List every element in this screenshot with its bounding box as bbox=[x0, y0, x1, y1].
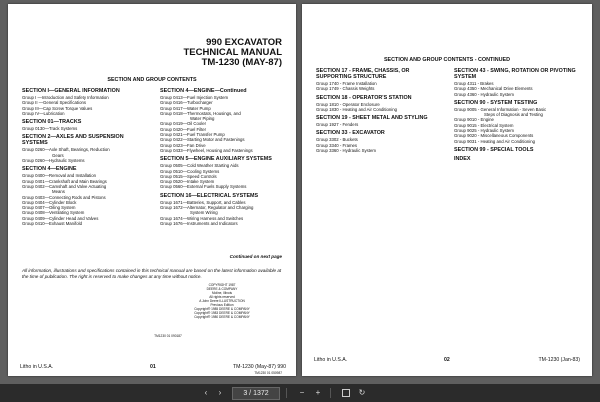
section-heading: SECTION 99 - SPECIAL TOOLS bbox=[454, 146, 534, 153]
right-col-1 bbox=[316, 68, 444, 156]
copyright-line: Copyright® 1983 DEERE & COMPANY bbox=[194, 311, 250, 315]
manual-title: 990 EXCAVATOR TECHNICAL MANUAL TM-1230 (MAY-87) bbox=[183, 37, 282, 68]
group-entry: Group I —Introduction and Safety Information bbox=[22, 95, 109, 100]
group-entry: Group III—Cap Screw Torque Values bbox=[22, 105, 93, 111]
group-entry: Group 1740 - Frame Installation bbox=[316, 81, 377, 86]
section-block bbox=[316, 68, 444, 92]
right-page bbox=[302, 4, 592, 376]
group-entry: Group 0409—Cylinder Head and Valves bbox=[22, 215, 99, 221]
section-heading: SECTION I—GENERAL INFORMATION bbox=[22, 88, 120, 94]
section-block bbox=[160, 193, 290, 226]
group-entry: Group 1810 - Operator Enclosure bbox=[316, 101, 380, 107]
group-entry: Group 1672—Alternator, Regulator and Charging bbox=[160, 205, 254, 211]
copyright-line: Moline, Illinois bbox=[211, 291, 233, 295]
group-entry: Group 9025 - Hydraulic System bbox=[454, 128, 514, 134]
small-code: TM1230 01 090187 bbox=[154, 334, 182, 338]
pdf-toolbar bbox=[0, 384, 600, 402]
chevron-right-icon[interactable]: › bbox=[218, 388, 222, 397]
section-heading: SECTION 19 - SHEET METAL AND STYLING bbox=[316, 115, 428, 122]
group-entry: Group 0417—Water Pump bbox=[160, 105, 211, 111]
group-entry: Group 0560—External Fuels Supply Systems bbox=[160, 184, 247, 190]
section-block bbox=[160, 88, 290, 153]
section-heading: SECTION 18 - OPERATOR'S STATION bbox=[316, 94, 412, 101]
section-block bbox=[316, 95, 444, 113]
group-entry: Group 0419—Oil Cooler bbox=[160, 121, 207, 127]
group-entry: Water Piping bbox=[190, 116, 215, 122]
group-entry: Group 1749 - Chassis Weights bbox=[316, 86, 375, 92]
group-entry: Group 4311 - Brakes bbox=[454, 81, 494, 86]
continued-note: Continued on next page bbox=[229, 254, 282, 259]
copyright-line: COPYRIGHT 1987 bbox=[208, 283, 236, 287]
section-block bbox=[316, 130, 444, 153]
zoom-out-icon[interactable]: − bbox=[299, 388, 305, 397]
group-entry: Group 3302 - Buckets bbox=[316, 137, 358, 143]
group-entry: Means bbox=[52, 189, 65, 195]
group-entry: Group 1830 - Heating and Air Conditioning bbox=[316, 106, 397, 112]
group-entry: Group 4360 - Hydraulic System bbox=[454, 91, 514, 97]
toolbar-divider bbox=[330, 388, 331, 398]
copyright-line: A John Deere ILLUSTRUCTION bbox=[199, 299, 245, 303]
group-entry: Group 0515—Speed Controls bbox=[160, 173, 217, 179]
section-heading: SECTION 4—ENGINE bbox=[22, 166, 77, 173]
group-entry: Group 0416—Turbocharger bbox=[160, 100, 213, 106]
section-block bbox=[454, 156, 586, 162]
right-col-2 bbox=[454, 68, 586, 165]
group-entry: Group 9005 - General Information - Seven Basic bbox=[454, 106, 547, 112]
group-entry: Group 0510—Cooling Systems bbox=[160, 168, 220, 174]
footer-litho: Litho in U.S.A. bbox=[314, 357, 348, 363]
group-entry: Group 1927 - Fenders bbox=[316, 122, 359, 128]
group-entry: Group IV—Lubrication bbox=[22, 110, 65, 116]
section-heading: SECTION 2—AXLES AND SUSPENSION SYSTEMS bbox=[22, 134, 124, 147]
section-heading: SECTION 01—TRACKS bbox=[22, 119, 82, 126]
group-entry: Group 9010 - Engine bbox=[454, 117, 494, 123]
copyright-line: All rights reserved bbox=[209, 295, 235, 299]
group-entry: Group 3340 - Frames bbox=[316, 142, 358, 148]
group-entry: System Wiring bbox=[190, 210, 218, 216]
group-entry: Group 0421—Fuel Transfer Pump bbox=[160, 132, 225, 138]
group-entry: Group 0401—Crankshaft and Main Bearings bbox=[22, 178, 107, 184]
notice-paragraph: All information, illustrations and specifications contained in this technical manual are based on the latest information available at the time of publication. The right is reserved to make changes at any time without notice. bbox=[22, 268, 282, 279]
footer-litho: Litho in U.S.A. bbox=[20, 364, 54, 370]
group-entry: Gears bbox=[52, 152, 64, 158]
section-block bbox=[454, 100, 586, 144]
footer-page-number: 02 bbox=[444, 357, 450, 363]
group-entry: Group 9015 - Electrical System bbox=[454, 122, 514, 128]
group-entry: Group 0520—Intake System bbox=[160, 179, 215, 185]
chevron-left-icon[interactable]: ‹ bbox=[204, 388, 208, 397]
group-entry: Group 0433—Flywheel, Housing and Fastenings bbox=[160, 147, 253, 153]
page-indicator-input[interactable]: 3 / 1372 bbox=[232, 387, 280, 400]
left-page bbox=[8, 4, 296, 376]
section-block bbox=[22, 134, 150, 163]
section-block bbox=[22, 166, 150, 226]
section-heading: SECTION 5—ENGINE AUXILIARY SYSTEMS bbox=[160, 156, 272, 163]
section-block bbox=[454, 68, 586, 97]
group-entry: Group 0403—Connecting Rods and Pistons bbox=[22, 194, 106, 200]
group-entry: Group 0407—Oiling System bbox=[22, 205, 76, 211]
copyright-line: Copyright® 1985 DEERE & COMPANY bbox=[194, 307, 250, 311]
contents-continued-heading: SECTION AND GROUP CONTENTS - CONTINUED bbox=[383, 57, 511, 63]
section-heading: SECTION 43 - SWING, ROTATION OR PIVOTING SYSTEM bbox=[454, 68, 576, 80]
footer-sub-code: TM1230 01 050987 bbox=[254, 371, 282, 375]
zoom-in-icon[interactable]: + bbox=[315, 388, 321, 397]
group-entry: Group 0423—Fan Drive bbox=[160, 142, 206, 148]
group-entry: Steps of Diagnosis and Testing bbox=[484, 112, 543, 118]
group-entry: Group 0402—Camshaft and Valve Actuating bbox=[22, 183, 107, 189]
footer-manual-code: TM-1230 (Jan-83) bbox=[538, 357, 580, 363]
group-entry: Group 0505—Cold Weather Starting Aids bbox=[160, 163, 239, 169]
section-heading: INDEX bbox=[454, 155, 471, 162]
group-entry: Group 0410—Exhaust Manifold bbox=[22, 221, 82, 227]
toolbar-divider bbox=[286, 388, 287, 398]
group-entry: Group 0413—Fuel Injection System bbox=[160, 95, 229, 100]
group-entry: Group 1676—Instruments and Indicators bbox=[160, 220, 238, 226]
group-entry: Group 1674—Wiring Harness and Switches bbox=[160, 215, 244, 221]
group-entry: Group 0130—Track Systems bbox=[22, 126, 78, 132]
left-col-2 bbox=[160, 88, 290, 229]
group-entry: Group 0408—Ventilating System bbox=[22, 210, 85, 216]
section-heading: SECTION 17 - FRAME, CHASSIS, OR SUPPORTING STRUCTURE bbox=[316, 68, 410, 80]
group-entry: Group 0418—Thermostats, Housings, and bbox=[160, 110, 241, 116]
group-entry: Group 0422—Starting Motor and Fastenings bbox=[160, 137, 245, 143]
contents-heading: SECTION AND GROUP CONTENTS bbox=[107, 77, 197, 83]
copyright-block bbox=[192, 283, 252, 319]
group-entry: Group 9020 - Miscellaneous Components bbox=[454, 133, 534, 139]
group-entry: Group 3360 - Hydraulic System bbox=[316, 148, 376, 154]
group-entry: Group 1671—Batteries, Support, and Cables bbox=[160, 199, 246, 205]
group-entry: Group 0420—Fuel Filter bbox=[160, 126, 207, 132]
section-heading: SECTION 33 - EXCAVATOR bbox=[316, 130, 385, 137]
group-entry: Group 0404—Cylinder Block bbox=[22, 199, 77, 205]
copyright-line: Copyright® 1980 DEERE & COMPANY bbox=[194, 315, 250, 319]
group-entry: Group 0400—Removal and Installation bbox=[22, 173, 97, 179]
copyright-line: Previous Edition bbox=[210, 303, 234, 307]
left-col-1 bbox=[22, 88, 150, 229]
footer-page-number: 01 bbox=[150, 364, 156, 370]
copyright-line: DEERE & COMPANY bbox=[206, 287, 238, 291]
footer-manual-code: TM-1230 (May-87) 990 bbox=[232, 364, 286, 370]
section-heading: SECTION 16—ELECTRICAL SYSTEMS bbox=[160, 192, 259, 199]
section-block bbox=[22, 88, 150, 116]
section-block bbox=[454, 147, 586, 153]
section-block bbox=[160, 156, 290, 189]
rotate-icon[interactable]: ↻ bbox=[358, 388, 366, 397]
group-entry: Group 9031 - Heating and Air Conditioning bbox=[454, 138, 535, 144]
section-block bbox=[316, 115, 444, 127]
section-block bbox=[22, 119, 150, 131]
group-entry: Group 0260—Axle Shaft, Bearings, Reduction bbox=[22, 147, 110, 153]
group-entry: Group 4350 - Mechanical Drive Elements bbox=[454, 86, 533, 92]
group-entry: Group II —General Specifications bbox=[22, 100, 87, 106]
group-entry: Group 0260—Hydraulic Systems bbox=[22, 158, 85, 164]
fit-page-icon[interactable] bbox=[340, 387, 352, 399]
section-heading: SECTION 4—ENGINE—Continued bbox=[160, 88, 247, 94]
section-heading: SECTION 90 - SYSTEM TESTING bbox=[454, 99, 538, 106]
